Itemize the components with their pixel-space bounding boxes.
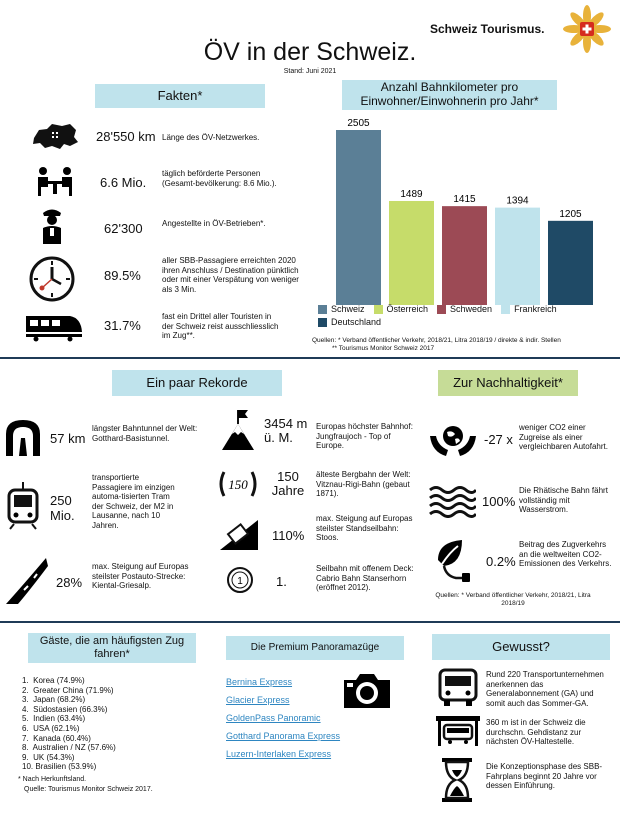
record-value: 3454 m ü. M. [264,416,308,446]
gaeste-list-item: 4. Südostasien (66.3%) [22,704,108,714]
chart-legend-swatch [318,318,327,327]
funicular-icon [218,514,260,552]
tram-icon [6,482,40,530]
chart-data-label: 1205 [559,208,582,220]
chart-legend-item [501,304,557,314]
bus-stop-icon [434,714,482,748]
gaeste-list-item: 1. Korea (74.9%) [22,676,85,685]
gaeste-list-item: 2. Greater China (71.9%) [22,685,114,695]
fact-text: täglich beförderte Personen (Gesamt-bevölkerung: 8.6 Mio.). [162,169,277,188]
first-place-medal-icon [226,566,254,594]
sustain-value: -27 x [484,432,513,447]
water-waves-icon [428,484,476,518]
fact-value: 28'550 km [96,129,156,144]
chart-source [312,337,617,354]
gewusst-text: Die Konzeptionsphase des SBB-Fahrplans beginnt 20 Jahre vor dessen Einführung. [486,762,603,791]
leaf-plug-icon [432,538,472,582]
link-luzern-interlaken-express[interactable]: Luzern-Interlaken Express [226,749,332,759]
gaeste-list-item: 5. Indien (63.4%) [22,714,86,724]
gewusst-heading: Gewusst? [432,634,610,660]
nachhaltigkeit-heading: Zur Nachhaltigkeit* [438,370,578,396]
anniversary-150-text: 150 [228,477,248,492]
chart-bar [442,206,487,305]
fact-text: Länge des ÖV-Netzwerkes. [162,133,260,142]
record-value: 57 km [50,431,86,446]
record-value: 110% [272,528,305,543]
fact-value: 31.7% [104,318,141,333]
chart-title: Anzahl Bahnkilometer pro Einwohner/Einwohnerin pro Jahr* [342,80,557,110]
camera-icon [342,672,392,710]
record-value: 1. [276,574,287,589]
fact-text: fast ein Drittel aller Touristen in der Schweiz reist ausschliesslich im Zug**. [162,312,279,341]
gaeste-list-item: 10. Brasilien (53.9%) [22,762,97,772]
link-goldenpass-panoramic[interactable]: GoldenPass Panoramic [226,713,321,723]
link-gotthard-panorama-express[interactable]: Gotthard Panorama Express [226,731,341,741]
chart-legend-item [374,304,429,314]
chart-data-label: 1489 [400,188,423,200]
bus-icon [436,668,480,708]
record-text: älteste Bergbahn der Welt: Vitznau-Rigi-Bahn (gebaut 1871). [316,470,411,499]
fact-value: 89.5% [104,268,141,283]
record-text: Seilbahn mit offenem Deck: Cabrio Bahn Stanserhorn (eröffnet 2012). [316,564,414,593]
stand-date: Stand: Juni 2021 [283,68,337,75]
rekorde-heading: Ein paar Rekorde [112,370,282,396]
record-text: längster Bahntunnel der Welt: Gotthard-Basistunnel. [92,424,198,443]
sustain-value: 100% [482,494,516,509]
gewusst-text: 360 m ist in der Schweiz die durchschn. Gehdistanz zur nächsten ÖV-Haltestelle. [486,718,586,747]
chart-legend-swatch [318,305,327,314]
record-text: max. Steigung auf Europas steilster Standseilbahn: Stoos. [316,514,413,543]
chart-source-line: Quellen: * Verband öffentlicher Verkehr, 2018/21, Litra 2018/19 / direkte & indir. Stellen [312,337,561,344]
chart-legend-item [437,304,492,314]
chart-bar [548,221,593,305]
train-icon [24,310,84,342]
chart-legend-label: Frankreich [514,304,557,314]
station-clock-icon [28,255,76,303]
gaeste-source: Quelle: Tourismus Monitor Schweiz 2017. [24,786,153,793]
fakten-heading: Fakten* [95,84,265,108]
chart-bar [336,130,381,305]
gaeste-list-item: 8. Australien / NZ (57.6%) [22,743,116,753]
section-divider [0,621,620,623]
chart-legend-label: Österreich [386,304,429,314]
medal-number-text: 1 [237,576,243,587]
steep-road-icon [4,556,48,606]
gewusst-text: Rund 220 Transportunternehmen anerkennen das Generalabonnement (GA) und somit auch das Sommer-GA. [486,670,604,708]
hands-earth-icon [428,424,478,458]
chart-legend-label: Schweden [450,304,493,314]
switzerland-map-icon [30,120,80,152]
link-bernina-express[interactable]: Bernina Express [226,677,293,687]
gaeste-list-item: 9. UK (54.3%) [22,752,75,762]
fact-value: 6.6 Mio. [100,175,147,190]
brand-name: Schweiz Tourismus. [430,22,545,36]
record-text: Europas höchster Bahnhof: Jungfraujoch - Top of Europe. [316,422,413,451]
link-glacier-express[interactable]: Glacier Express [226,695,290,705]
gaeste-list-item: 7. Kanada (60.4%) [22,733,91,743]
chart-bar [495,208,540,305]
sustain-text: weniger CO2 einer Zugreise als einer vergleichbaren Autofahrt. [519,423,608,452]
record-value: 150 Jahre [271,469,305,499]
tunnel-icon [4,418,42,458]
gaeste-list-item: 6. USA (62.1%) [22,723,80,733]
anniversary-150-icon [218,466,258,502]
chart-legend-swatch [437,305,446,314]
gaeste-heading: Gäste, die am häufigsten Zug fahren* [28,633,196,663]
fact-text: aller SBB-Passagiere erreichten 2020 ihren Anschluss / Destination pünktlich oder mit einer Verspätung von weniger als 3 Min. [162,256,299,294]
sustain-text: Beitrag des Zugverkehrs an die weltweiten CO2-Emissionen des Verkehrs. [519,540,612,569]
fact-value: 62'300 [104,221,143,236]
gaeste-note: * Nach Herkunftsland. [18,776,87,783]
fact-text: Angestellte in ÖV-Betrieben*. [162,219,266,228]
sustain-text: Die Rhätische Bahn fährt vollständig mit Wasserstrom. [519,486,608,515]
chart-source-line: ** Tourismus Monitor Schweiz 2017 [332,345,435,353]
chart-legend-item [318,304,365,314]
hourglass-icon [440,756,474,804]
chart-bar [389,201,434,305]
gaeste-list-item: 3. Japan (68.2%) [22,695,86,705]
chart-legend-label: Schweiz [331,304,365,314]
record-value: 250 Mio. [50,493,75,523]
bar-chart [320,110,605,305]
chart-data-label: 1394 [506,195,529,207]
sustain-value: 0.2% [486,554,516,569]
chart-legend-label: Deutschland [331,317,382,327]
chart-legend-swatch [501,305,510,314]
nachhaltigkeit-source: Quellen: * Verband öffentlicher Verkehr, 2018/21, Litra 2018/19 [435,592,591,608]
mountain-flag-icon [220,408,256,452]
chart-legend [318,304,613,330]
chart-legend-item [318,317,381,327]
passengers-icon [34,164,76,198]
record-text: transportierte Passagiere im einzigen automa-tisierten Tram der Schweiz, der M2 in Lausanne, nach 10 Jahren. [92,473,175,530]
record-text: max. Steigung auf Europas steilster Postauto-Strecke: Kiental-Griesalp. [92,562,189,591]
employee-icon [38,206,66,246]
premium-heading: Die Premium Panoramazüge [226,636,404,660]
record-value: 28% [56,575,83,590]
chart-data-label: 2505 [347,118,370,129]
gaeste-list [22,676,222,772]
chart-data-label: 1415 [453,194,476,206]
chart-legend-swatch [374,305,383,314]
swiss-flower-logo-icon [562,4,612,54]
section-divider [0,357,620,359]
page-title: ÖV in der Schweiz. [203,38,417,66]
